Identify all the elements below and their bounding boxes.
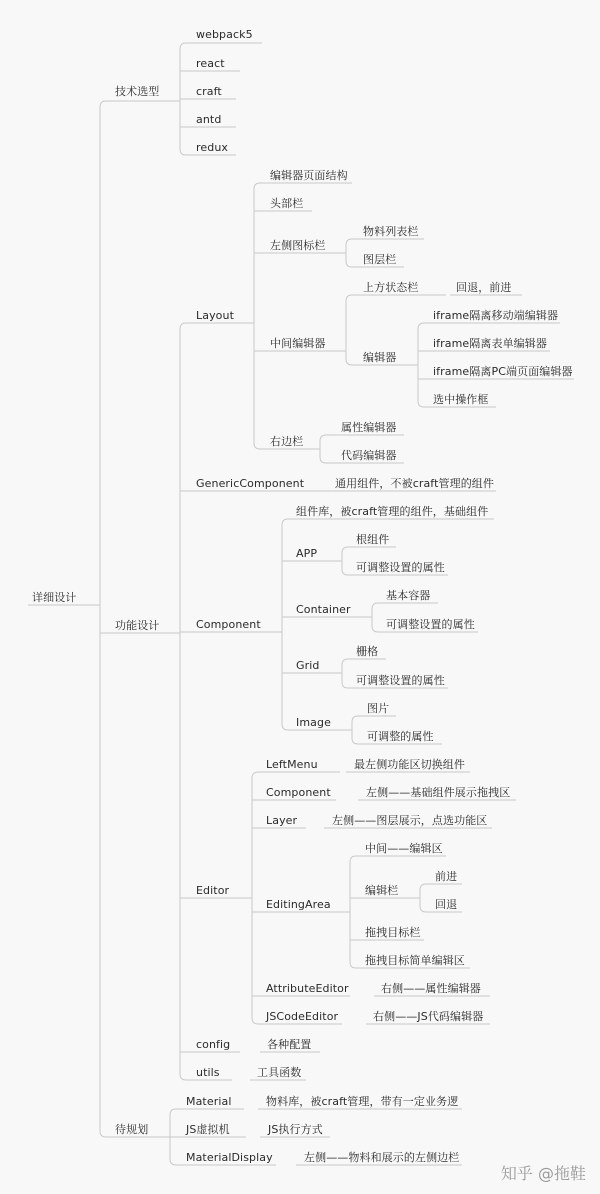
node-ed-component: Component: [266, 786, 331, 799]
node-tech: 技术选型: [115, 85, 160, 98]
node-app-props: 可调整设置的属性: [356, 561, 445, 574]
node-editor-module: Editor: [196, 884, 230, 897]
node-utils-desc: 工具函数: [257, 1066, 302, 1079]
node-app: APP: [296, 547, 318, 560]
node-editing-area: EditingArea: [266, 898, 331, 911]
node-comp-lib: 组件库，被craft管理的组件，基础组件: [296, 505, 489, 518]
node-material-display-desc: 左侧——物料和展示的左侧边栏: [304, 1151, 460, 1164]
node-attribute-editor: AttributeEditor: [266, 982, 349, 995]
node-drag-simple: 拖拽目标简单编辑区: [365, 954, 465, 967]
node-config: config: [196, 1038, 231, 1051]
node-iframe-form: iframe隔离表单编辑器: [433, 337, 547, 350]
node-utils: utils: [196, 1066, 220, 1079]
node-layer-desc: 左侧——图层展示，点选功能区: [332, 814, 488, 827]
node-func: 功能设计: [115, 619, 160, 632]
node-material-display: MaterialDisplay: [186, 1151, 273, 1164]
node-edit-bar: 编辑栏: [365, 884, 399, 897]
node-back: 回退: [435, 898, 458, 911]
node-layout: Layout: [196, 309, 234, 322]
node-leftmenu: LeftMenu: [266, 758, 318, 771]
node-iframe-pc: iframe隔离PC端页面编辑器: [433, 365, 573, 378]
node-container: Container: [296, 603, 351, 616]
node-image-pic: 图片: [367, 702, 390, 715]
node-select-frame: 选中操作框: [433, 393, 489, 406]
node-js-code-editor-desc: 右侧——JS代码编辑器: [373, 1010, 484, 1023]
node-code-editor: 代码编辑器: [341, 449, 397, 462]
node-editor: 编辑器: [363, 351, 397, 364]
node-antd: antd: [196, 113, 222, 126]
node-craft: craft: [196, 85, 222, 98]
node-layer-bar: 图层栏: [363, 253, 397, 266]
node-root-comp: 根组件: [356, 533, 390, 546]
node-container-props: 可调整设置的属性: [386, 618, 475, 631]
node-redux: redux: [196, 141, 229, 154]
node-forward: 前进: [435, 870, 458, 883]
node-root: 详细设计: [32, 591, 77, 604]
node-attr-editor: 属性编辑器: [341, 421, 397, 434]
node-config-desc: 各种配置: [267, 1038, 312, 1051]
node-leftmenu-desc: 最左侧功能区切换组件: [354, 758, 465, 771]
node-component: Component: [196, 618, 261, 631]
node-grid: Grid: [296, 659, 320, 672]
node-layer: Layer: [266, 814, 298, 827]
node-jsvm: JS虚拟机: [186, 1123, 230, 1136]
node-material: Material: [186, 1095, 232, 1108]
node-ed-component-desc: 左侧——基础组件展示拖拽区: [366, 786, 511, 799]
node-attribute-editor-desc: 右侧——属性编辑器: [381, 982, 481, 995]
node-webpack: webpack5: [196, 28, 253, 41]
node-header-bar: 头部栏: [270, 197, 304, 210]
node-planned: 待规划: [115, 1123, 149, 1136]
node-jsvm-desc: JS执行方式: [268, 1123, 323, 1136]
node-iframe-mobile: iframe隔离移动端编辑器: [433, 309, 559, 322]
node-image: Image: [296, 716, 331, 729]
node-grid-cell: 栅格: [356, 645, 379, 658]
node-generic: GenericComponent: [196, 477, 305, 490]
node-js-code-editor: JSCodeEditor: [266, 1010, 339, 1023]
node-drag-target: 拖拽目标栏: [365, 926, 421, 939]
node-material-list: 物料列表栏: [363, 225, 419, 238]
node-undo-redo: 回退，前进: [456, 281, 512, 294]
node-basic-container: 基本容器: [386, 589, 431, 602]
node-right-bar: 右边栏: [270, 435, 304, 448]
node-middle-editor: 中间编辑器: [270, 337, 326, 350]
watermark: 知乎 @拖鞋: [500, 1164, 586, 1183]
node-top-status: 上方状态栏: [363, 281, 419, 294]
node-left-bar: 左侧图标栏: [270, 239, 326, 252]
node-generic-desc: 通用组件，不被craft管理的组件: [335, 477, 495, 490]
node-editor-struct: 编辑器页面结构: [270, 169, 348, 182]
node-grid-props: 可调整设置的属性: [356, 674, 445, 687]
node-middle-edit: 中间——编辑区: [365, 842, 443, 855]
node-image-props: 可调整的属性: [367, 730, 434, 743]
node-react: react: [196, 57, 225, 70]
node-material-desc: 物料库，被craft管理，带有一定业务逻: [266, 1095, 459, 1108]
